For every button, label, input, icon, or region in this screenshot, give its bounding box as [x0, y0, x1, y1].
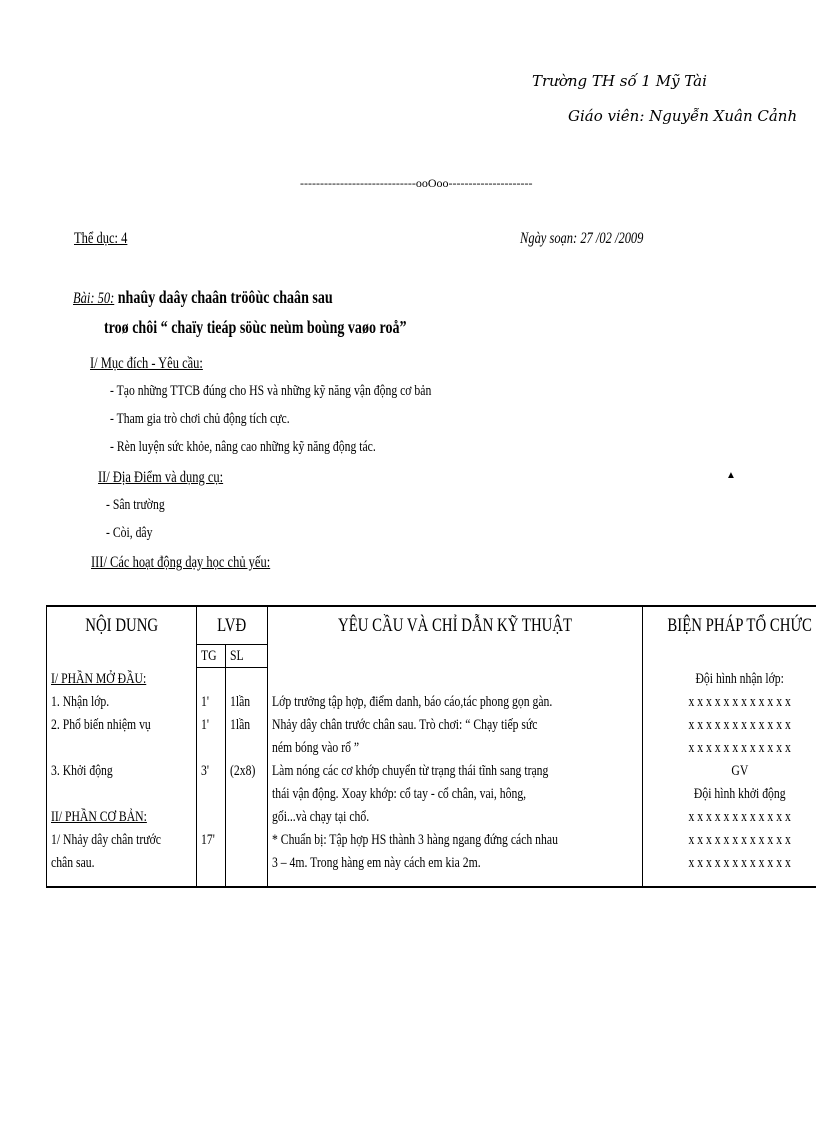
- cell-organization: x x x x x x x x x x x x: [643, 691, 816, 714]
- cell-requirements: 3 – 4m. Trong hàng em này cách em kia 2m.: [267, 852, 643, 887]
- cell-tg: 3': [197, 760, 226, 783]
- cell-requirements: Làm nóng các cơ khớp chuyển từ trạng thái tĩnh sang trạng: [267, 760, 643, 783]
- table-row: [47, 806, 816, 829]
- cell-requirements: ném bóng vào rổ ”: [267, 737, 643, 760]
- date-line: [520, 230, 678, 248]
- equipment-item: - Sân trường: [106, 497, 165, 513]
- table-header-row: [47, 606, 816, 645]
- lesson-title-line: [73, 287, 406, 308]
- cell-requirements: Lớp trưởng tập hợp, điểm danh, báo cáo,tác phong gọn gàn.: [267, 691, 643, 714]
- cell-tg: [197, 806, 226, 829]
- equipment-item: - Còi, dây: [106, 525, 153, 541]
- header-content: NỘI DUNG: [47, 606, 197, 668]
- subject-line: [74, 230, 142, 248]
- header-sl: SL: [226, 645, 268, 668]
- cell-requirements: thái vận động. Xoay khớp: cổ tay - cổ chân, vai, hông,: [267, 783, 643, 806]
- lesson-subtitle: troø chôi “ chaïy tieáp söùc neùm boùng vaøo roå”: [104, 317, 407, 337]
- cell-sl: [226, 668, 268, 692]
- header-organization: BIỆN PHÁP TỔ CHỨC: [643, 606, 816, 668]
- cell-tg: 17': [197, 829, 226, 852]
- cell-sl: 1lần: [226, 691, 268, 714]
- cell-organization: x x x x x x x x x x x x: [643, 806, 816, 829]
- teacher-name: Giáo viên: Nguyễn Xuân Cảnh: [568, 107, 798, 125]
- cell-tg: 1': [197, 714, 226, 737]
- cell-content: 1. Nhận lớp.: [47, 691, 197, 714]
- cell-tg: [197, 668, 226, 692]
- triangle-marker-icon: ▲: [726, 470, 736, 481]
- cell-sl: [226, 737, 268, 760]
- cell-organization: Đội hình khởi động: [643, 783, 816, 806]
- cell-sl: 1lần: [226, 714, 268, 737]
- cell-tg: [197, 783, 226, 806]
- cell-content: 1/ Nhảy dây chân trước: [47, 829, 197, 852]
- cell-requirements: Nhảy dây chân trước chân sau. Trò chơi: “ Chạy tiếp sức: [267, 714, 643, 737]
- cell-requirements: gối...và chạy tại chổ.: [267, 806, 643, 829]
- cell-organization: x x x x x x x x x x x x: [643, 829, 816, 852]
- table-row: [47, 829, 816, 852]
- table-row: [47, 852, 816, 887]
- table-row: [47, 760, 816, 783]
- section-3-title: III/ Các hoạt động dạy học chủ yếu:: [91, 554, 271, 571]
- cell-organization: Đội hình nhận lớp:: [643, 668, 816, 692]
- cell-sl: (2x8): [226, 760, 268, 783]
- cell-tg: [197, 852, 226, 887]
- lesson-number: Bài: 50:: [73, 290, 115, 307]
- cell-organization: x x x x x x x x x x x x: [643, 714, 816, 737]
- cell-sl: [226, 806, 268, 829]
- objective-item: - Tham gia trò chơi chủ động tích cực.: [110, 411, 290, 427]
- divider-line: -----------------------------ooOoo---------------------: [300, 176, 533, 190]
- objective-item: - Tạo những TTCB đúng cho HS và những kỹ năng vận động cơ bản: [110, 383, 432, 399]
- lesson-plan-table: [46, 605, 816, 888]
- prep-date: Ngày soạn: 27 /02 /2009: [520, 230, 644, 247]
- cell-content: [47, 783, 197, 806]
- cell-sl: [226, 783, 268, 806]
- cell-content: I/ PHẦN MỞ ĐẦU:: [47, 668, 197, 692]
- lesson-title: nhaûy daây chaân tröôùc chaân sau: [117, 287, 333, 307]
- school-name: Trường TH số 1 Mỹ Tài: [532, 72, 707, 90]
- cell-organization: x x x x x x x x x x x x: [643, 737, 816, 760]
- lesson-subtitle-line: [104, 317, 492, 338]
- table-row: [47, 714, 816, 737]
- table-row: [47, 691, 816, 714]
- header-lvd: LVĐ: [197, 606, 268, 645]
- header-tg: TG: [197, 645, 226, 668]
- cell-content: 3. Khởi động: [47, 760, 197, 783]
- cell-tg: [197, 737, 226, 760]
- subject-label: Thể dục: 4: [74, 230, 128, 247]
- cell-tg: 1': [197, 691, 226, 714]
- cell-organization: GV: [643, 760, 816, 783]
- table-row: [47, 668, 816, 692]
- table-row: [47, 737, 816, 760]
- header-requirements: YÊU CẦU VÀ CHỈ DẪN KỸ THUẬT: [267, 606, 643, 668]
- table-row: [47, 783, 816, 806]
- cell-requirements: * Chuẩn bị: Tập hợp HS thành 3 hàng ngang đứng cách nhau: [267, 829, 643, 852]
- section-1-title: I/ Mục đích - Yêu cầu:: [90, 355, 203, 372]
- cell-content: 2. Phổ biến nhiệm vụ: [47, 714, 197, 737]
- cell-content: II/ PHẦN CƠ BẢN:: [47, 806, 197, 829]
- objective-item: - Rèn luyện sức khỏe, nâng cao những kỹ năng động tác.: [110, 439, 376, 455]
- cell-content: [47, 737, 197, 760]
- cell-sl: [226, 829, 268, 852]
- cell-requirements: [267, 668, 643, 692]
- cell-content: chân sau.: [47, 852, 197, 887]
- cell-organization: x x x x x x x x x x x x: [643, 852, 816, 887]
- section-2-title: II/ Địa Điểm và dụng cụ:: [98, 469, 224, 486]
- cell-sl: [226, 852, 268, 887]
